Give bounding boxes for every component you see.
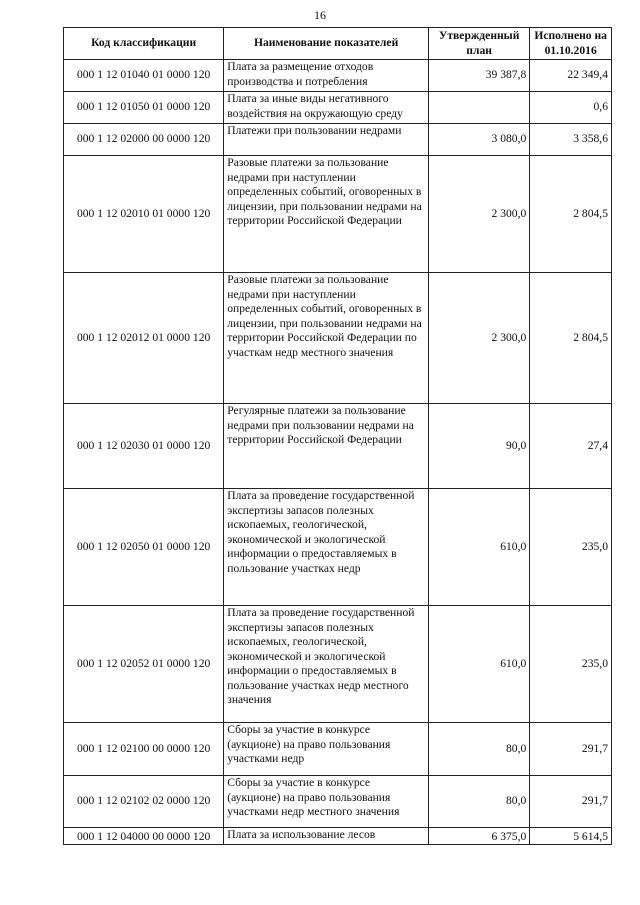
row-done: 5 614,5 bbox=[530, 828, 612, 845]
table-row bbox=[64, 828, 612, 845]
row-name: Плата за использование лесов bbox=[224, 828, 429, 845]
row-code: 000 1 12 02000 00 0000 120 bbox=[64, 124, 224, 156]
table-row bbox=[64, 489, 612, 606]
row-done: 3 358,6 bbox=[530, 124, 612, 156]
header-name: Наименование показателей bbox=[224, 28, 429, 60]
row-done: 291,7 bbox=[530, 723, 612, 776]
page-number: 16 bbox=[314, 8, 326, 22]
row-plan: 610,0 bbox=[428, 606, 529, 723]
header-code: Код классификации bbox=[64, 28, 224, 60]
row-code: 000 1 12 02012 01 0000 120 bbox=[64, 273, 224, 404]
row-plan: 2 300,0 bbox=[428, 273, 529, 404]
header-done: Исполнено на 01.10.2016 bbox=[530, 28, 612, 60]
row-done: 0,6 bbox=[530, 92, 612, 124]
row-code: 000 1 12 01050 01 0000 120 bbox=[64, 92, 224, 124]
row-plan: 90,0 bbox=[428, 404, 529, 489]
row-name: Разовые платежи за пользование недрами при наступлении определенных событий, оговоренных в лицензии, при пользовании недрами на территории Российской Федерации по участкам недр местного значения bbox=[224, 273, 429, 404]
table-row bbox=[64, 273, 612, 404]
row-name: Плата за проведение государственной экспертизы запасов полезных ископаемых, геологической, экономической и экологической информации о предоставляемых в пользование участках недр местного значения bbox=[224, 606, 429, 723]
row-done: 2 804,5 bbox=[530, 156, 612, 273]
table-row bbox=[64, 776, 612, 828]
table-row bbox=[64, 404, 612, 489]
table-row bbox=[64, 92, 612, 124]
row-name: Плата за иные виды негативного воздействия на окружающую среду bbox=[224, 92, 429, 124]
row-code: 000 1 12 02010 01 0000 120 bbox=[64, 156, 224, 273]
budget-table bbox=[63, 27, 612, 845]
row-plan: 2 300,0 bbox=[428, 156, 529, 273]
row-done: 291,7 bbox=[530, 776, 612, 828]
row-name: Регулярные платежи за пользование недрами при пользовании недрами на территории Российской Федерации bbox=[224, 404, 429, 489]
header-plan: Утвержденный план bbox=[428, 28, 529, 60]
table-row bbox=[64, 156, 612, 273]
row-plan: 6 375,0 bbox=[428, 828, 529, 845]
row-plan: 80,0 bbox=[428, 723, 529, 776]
row-name: Разовые платежи за пользование недрами при наступлении определенных событий, оговоренных в лицензии, при пользовании недрами на территории Российской Федерации bbox=[224, 156, 429, 273]
table-header-row bbox=[64, 28, 612, 60]
row-plan bbox=[428, 92, 529, 124]
row-code: 000 1 12 02050 01 0000 120 bbox=[64, 489, 224, 606]
row-plan: 610,0 bbox=[428, 489, 529, 606]
row-code: 000 1 12 02100 00 0000 120 bbox=[64, 723, 224, 776]
row-done: 27,4 bbox=[530, 404, 612, 489]
row-done: 235,0 bbox=[530, 606, 612, 723]
table-row bbox=[64, 606, 612, 723]
row-name: Плата за размещение отходов производства и потребления bbox=[224, 60, 429, 92]
row-name: Платежи при пользовании недрами bbox=[224, 124, 429, 156]
table-row bbox=[64, 60, 612, 92]
row-done: 2 804,5 bbox=[530, 273, 612, 404]
table-row bbox=[64, 723, 612, 776]
row-done: 22 349,4 bbox=[530, 60, 612, 92]
row-code: 000 1 12 01040 01 0000 120 bbox=[64, 60, 224, 92]
row-code: 000 1 12 02030 01 0000 120 bbox=[64, 404, 224, 489]
row-plan: 39 387,8 bbox=[428, 60, 529, 92]
row-name: Сборы за участие в конкурсе (аукционе) на право пользования участками недр местного значения bbox=[224, 776, 429, 828]
row-code: 000 1 12 02102 02 0000 120 bbox=[64, 776, 224, 828]
row-done: 235,0 bbox=[530, 489, 612, 606]
table-row bbox=[64, 124, 612, 156]
row-code: 000 1 12 04000 00 0000 120 bbox=[64, 828, 224, 845]
row-plan: 3 080,0 bbox=[428, 124, 529, 156]
row-name: Плата за проведение государственной экспертизы запасов полезных ископаемых, геологической, экономической и экологической информации о предоставляемых в пользование участках недр bbox=[224, 489, 429, 606]
row-plan: 80,0 bbox=[428, 776, 529, 828]
row-code: 000 1 12 02052 01 0000 120 bbox=[64, 606, 224, 723]
row-name: Сборы за участие в конкурсе (аукционе) на право пользования участками недр bbox=[224, 723, 429, 776]
